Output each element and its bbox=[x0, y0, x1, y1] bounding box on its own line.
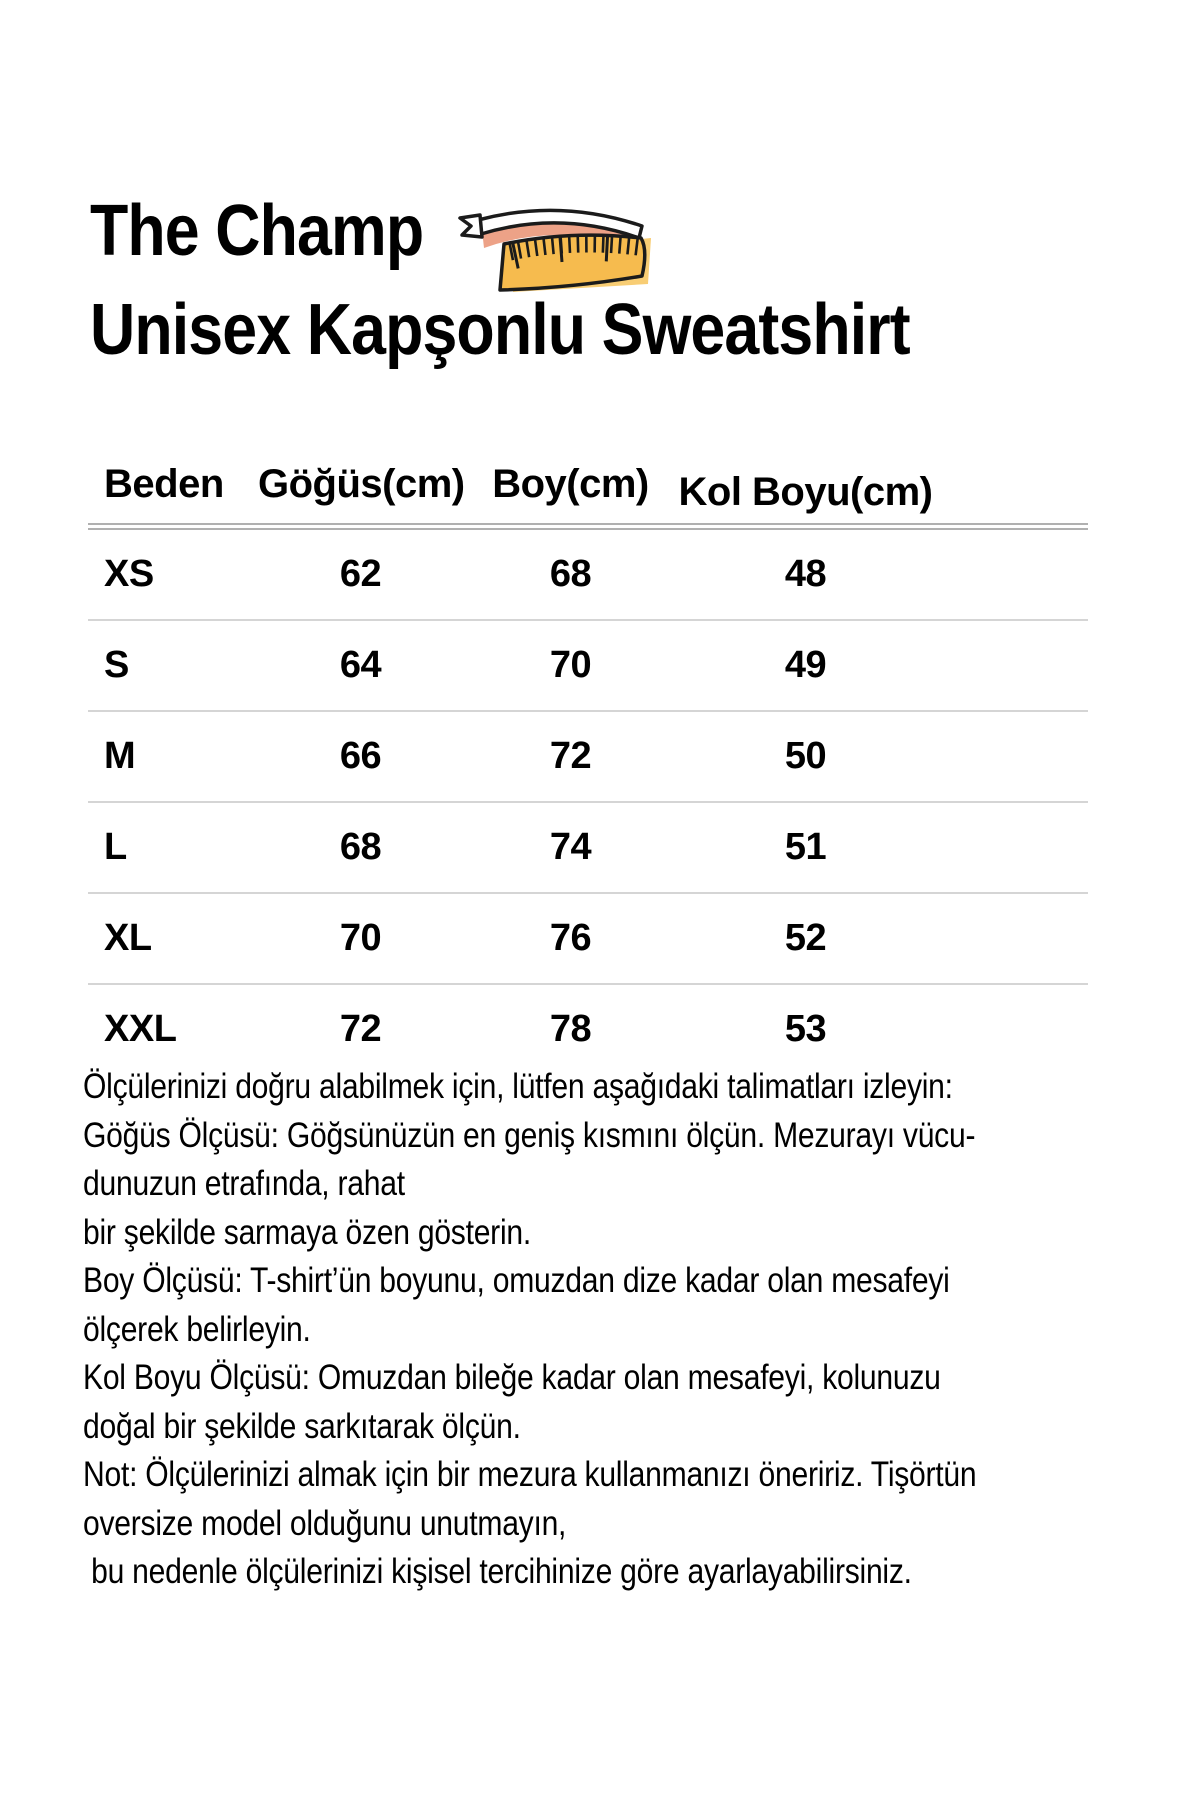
instruction-line: Kol Boyu Ölçüsü: Omuzdan bileğe kadar olan mesafeyi, kolunuzu bbox=[83, 1358, 941, 1397]
column-header-beden-label: Beden bbox=[104, 462, 224, 506]
size-value-cell: XS bbox=[88, 527, 258, 621]
column-header-gogus bbox=[258, 462, 463, 527]
length-value-cell: 76 bbox=[463, 893, 678, 984]
sleeve-value-cell: 48 bbox=[678, 527, 933, 621]
size-row-xl bbox=[88, 893, 1088, 984]
column-header-boy bbox=[463, 462, 678, 527]
instruction-line: Ölçülerinizi doğru alabilmek için, lütfen aşağıdaki talimatları izleyin: bbox=[83, 1067, 953, 1106]
title-block bbox=[90, 182, 1032, 380]
size-value-cell: L bbox=[88, 802, 258, 893]
column-header-kol-boyu-label: Kol Boyu(cm) bbox=[678, 470, 933, 514]
instruction-line: bir şekilde sarmaya özen gösterin. bbox=[83, 1212, 531, 1252]
sleeve-value-cell: 53 bbox=[784, 1008, 827, 1050]
instruction-line: ölçerek belirleyin. bbox=[83, 1309, 311, 1349]
instruction-line: bu nedenle ölçülerinizi kişisel tercihinize göre ayarlayabilirsiniz. bbox=[83, 1552, 912, 1591]
chest-value-cell: 72 bbox=[339, 1008, 382, 1050]
filler-cell bbox=[933, 711, 1088, 802]
column-header-filler bbox=[933, 462, 1088, 527]
chest-value-cell: 64 bbox=[258, 620, 463, 711]
size-value-cell: S bbox=[88, 620, 258, 711]
size-table-header-row bbox=[88, 462, 1088, 527]
tape-measure-icon bbox=[452, 192, 657, 292]
size-row-m bbox=[88, 711, 1088, 802]
product-name-title-text: Unisex Kapşonlu Sweatshirt bbox=[90, 290, 910, 370]
sleeve-value-cell: 50 bbox=[678, 711, 933, 802]
size-table-body bbox=[88, 527, 1088, 1075]
sleeve-value-cell: 49 bbox=[678, 620, 933, 711]
instruction-line: Göğüs Ölçüsü: Göğsünüzün en geniş kısmını ölçün. Mezurayı vücu- bbox=[83, 1115, 976, 1155]
chest-value-cell: 70 bbox=[258, 893, 463, 984]
chest-value-cell: 66 bbox=[258, 711, 463, 802]
measurement-instructions bbox=[83, 1063, 976, 1597]
instruction-line: doğal bir şekilde sarkıtarak ölçün. bbox=[83, 1406, 521, 1446]
column-header-beden bbox=[88, 462, 258, 527]
chest-value-cell: 62 bbox=[258, 527, 463, 621]
column-header-gogus-label: Göğüs(cm) bbox=[258, 462, 465, 506]
size-row-l bbox=[88, 802, 1088, 893]
size-table bbox=[88, 462, 1088, 1074]
length-value-cell: 78 bbox=[549, 1008, 592, 1050]
chest-value-cell: 68 bbox=[258, 802, 463, 893]
size-row-xs bbox=[88, 527, 1088, 621]
filler-cell bbox=[933, 984, 1088, 1074]
size-row-s bbox=[88, 620, 1088, 711]
filler-cell bbox=[933, 893, 1088, 984]
size-value-cell: XL bbox=[88, 893, 258, 984]
length-value-cell: 74 bbox=[463, 802, 678, 893]
filler-cell bbox=[933, 802, 1088, 893]
column-header-boy-label: Boy(cm) bbox=[492, 462, 649, 506]
size-value-cell: M bbox=[88, 711, 258, 802]
product-brand-title-text: The Champ bbox=[90, 191, 424, 271]
length-value-cell: 72 bbox=[463, 711, 678, 802]
sleeve-value-cell: 52 bbox=[678, 893, 933, 984]
instruction-line: Not: Ölçülerinizi almak için bir mezura kullanmanızı öneririz. Tişörtün bbox=[83, 1455, 977, 1494]
column-header-kol-boyu bbox=[678, 462, 933, 527]
length-value-cell: 70 bbox=[463, 620, 678, 711]
size-row-xxl bbox=[88, 984, 1088, 1074]
instruction-line: Boy Ölçüsü: T-shirt’ün boyunu, omuzdan dize kadar olan mesafeyi bbox=[83, 1261, 950, 1300]
instruction-line: oversize model olduğunu unutmayın, bbox=[83, 1503, 567, 1543]
filler-cell bbox=[933, 527, 1088, 621]
instruction-line: dunuzun etrafında, rahat bbox=[83, 1164, 405, 1203]
sleeve-value-cell: 51 bbox=[678, 802, 933, 893]
size-value-cell: XXL bbox=[104, 1008, 177, 1050]
product-name-title bbox=[90, 281, 1032, 380]
length-value-cell: 68 bbox=[463, 527, 678, 621]
filler-cell bbox=[933, 620, 1088, 711]
